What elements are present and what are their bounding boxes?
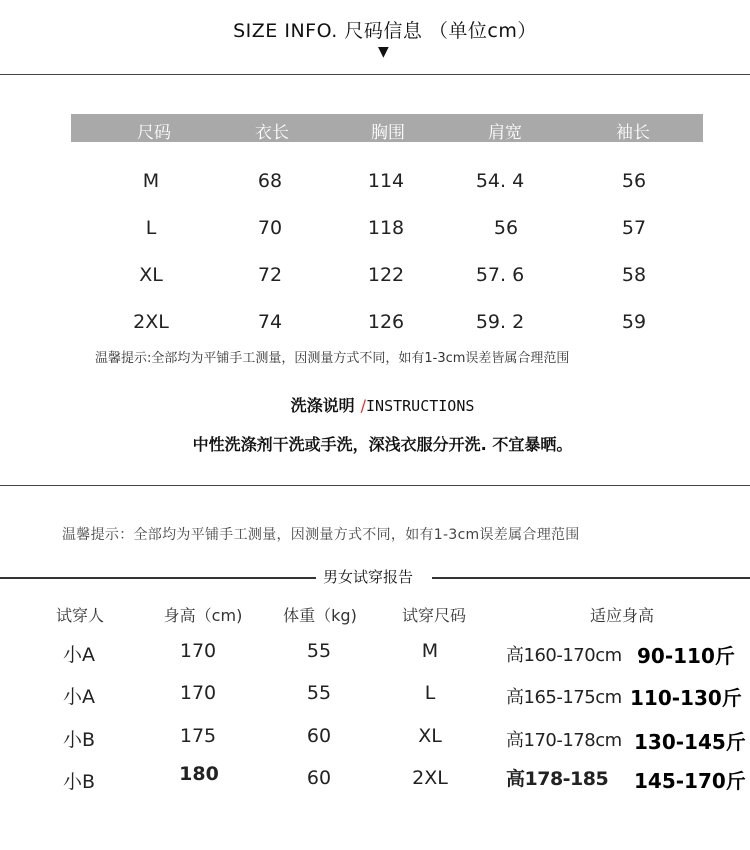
table-cell: 59. 2 <box>475 311 525 333</box>
heading-rule-right <box>432 577 750 579</box>
person-cell: 小A <box>63 686 95 708</box>
table-cell: 114 <box>367 170 405 192</box>
table-cell: 70 <box>257 217 283 239</box>
height-cell: 170 <box>179 640 217 662</box>
measurement-note-2: 温馨提示：全部均为平铺手工测量，因测量方式不同，如有1-3cm误差属合理范围 <box>62 527 580 543</box>
weight-cell: 55 <box>306 640 332 662</box>
table-cell: 122 <box>367 264 405 286</box>
person-cell: 小B <box>62 771 96 793</box>
size-col-header: 试穿尺码 <box>401 606 467 625</box>
chest-col-header: 胸围 <box>371 123 405 143</box>
size-cell: 2XL <box>412 767 448 789</box>
range-cell: 高170-178cm <box>506 730 622 751</box>
down-arrow-icon: ▼ <box>378 44 389 60</box>
person-cell: 小A <box>63 644 95 666</box>
size-cell: L <box>424 682 436 704</box>
shoulder-col-header: 肩宽 <box>488 123 522 143</box>
jin-cell: 130-145斤 <box>634 730 746 754</box>
table-cell: XL <box>139 264 163 286</box>
table-cell: M <box>142 170 160 192</box>
jin-cell: 110-130斤 <box>630 686 742 710</box>
table-cell: 118 <box>367 217 405 239</box>
jin-cell: 145-170斤 <box>634 769 746 793</box>
size-cell: M <box>421 640 439 662</box>
table-cell: 2XL <box>133 311 169 333</box>
weight-cell: 60 <box>306 725 332 747</box>
range-cell: 高178-185 <box>506 768 609 790</box>
measurement-note: 温馨提示:全部均为平铺手工测量，因测量方式不同，如有1-3cm误差皆属合理范围 <box>95 351 570 366</box>
height-cell: 175 <box>179 725 217 747</box>
size-table-header <box>71 114 703 142</box>
washing-text: 中性洗涤剂干洗或手洗，深浅衣服分开洗. 不宜暴晒。 <box>192 435 573 454</box>
range-cell: 高165-175cm <box>506 687 622 708</box>
weight-col-header: 体重（kg) <box>283 606 357 625</box>
table-cell: 72 <box>257 264 283 286</box>
washing-title-en: INSTRUCTIONS <box>366 397 475 415</box>
table-cell: 56 <box>493 217 519 239</box>
length-col-header: 衣长 <box>255 123 289 143</box>
weight-cell: 60 <box>306 767 332 789</box>
size-cell: XL <box>418 725 442 747</box>
height-cell: 180 <box>179 763 219 785</box>
divider-top <box>0 74 750 75</box>
table-cell: 59 <box>621 311 647 333</box>
trial-report-heading <box>0 566 750 588</box>
height-col-header: 身高（cm) <box>163 606 243 625</box>
range-cell: 高160-170cm <box>506 645 622 666</box>
size-col-header: 尺码 <box>137 123 171 143</box>
fit-height-col-header: 适应身高 <box>589 606 655 625</box>
table-cell: 57 <box>621 217 647 239</box>
table-cell: 126 <box>367 311 405 333</box>
table-cell: L <box>145 217 157 239</box>
table-cell: 68 <box>257 170 283 192</box>
table-cell: 58 <box>621 264 647 286</box>
height-cell: 170 <box>179 682 217 704</box>
person-col-header: 试穿人 <box>55 606 105 625</box>
table-cell: 56 <box>621 170 647 192</box>
table-cell: 54. 4 <box>475 170 525 192</box>
table-cell: 74 <box>257 311 283 333</box>
washing-title <box>0 393 750 416</box>
washing-title-cn: 洗涤说明 <box>290 396 355 415</box>
weight-cell: 55 <box>306 682 332 704</box>
page-title: SIZE INFO. 尺码信息 （单位cm） <box>233 20 537 42</box>
sleeve-col-header: 袖长 <box>616 123 650 143</box>
trial-report-title: 男女试穿报告 <box>323 568 414 586</box>
divider-middle <box>0 485 750 486</box>
slash-mark: / <box>360 396 367 415</box>
person-cell: 小B <box>62 729 96 751</box>
heading-rule-left <box>0 577 316 579</box>
jin-cell: 90-110斤 <box>637 644 735 668</box>
table-cell: 57. 6 <box>475 264 525 286</box>
